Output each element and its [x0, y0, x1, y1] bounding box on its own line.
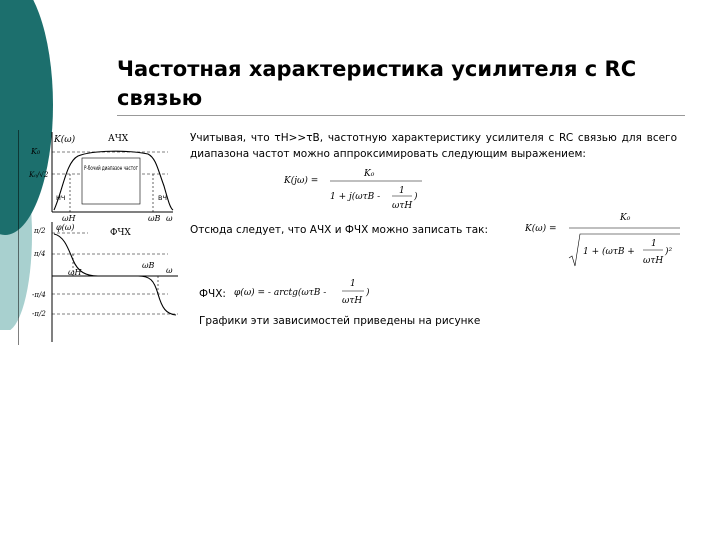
- caption-text: Графики эти зависимостей приведены на рисунке: [199, 315, 481, 327]
- pfc-mid-mark: π/4: [34, 250, 46, 258]
- pfc-x-low-mark: ωН: [68, 268, 82, 277]
- amplitude-formula: [525, 206, 685, 270]
- afc-title: АЧХ: [108, 134, 129, 144]
- transfer-denominator-pre: 1 + j(ωτВ -: [330, 192, 381, 202]
- phase-lhs: φ(ω) = - arctg(ωτВ -: [234, 288, 327, 298]
- title-divider: [117, 115, 685, 116]
- pfc-bottom-mark: -π/2: [32, 310, 46, 318]
- afc-y-label: K(ω): [54, 135, 76, 145]
- afc-middle-region-label: Р-бочий диапазон частот: [84, 164, 139, 172]
- afc-low-band-label: НЧ: [56, 194, 66, 202]
- phase-inner-num: 1: [350, 279, 356, 289]
- pfc-title: ФЧХ: [110, 228, 131, 238]
- amplitude-radicand-pre: 1 + (ωτВ +: [583, 247, 635, 257]
- transfer-lhs: K(jω) =: [284, 176, 319, 186]
- pfc-x-high-mark: ωВ: [142, 261, 155, 270]
- afc-ksqrt-label: K₀/√2: [29, 171, 49, 179]
- transfer-denominator-post: ): [414, 192, 418, 202]
- afc-high-band-label: ВЧ: [158, 194, 167, 202]
- amplitude-lhs: K(ω) =: [525, 224, 557, 234]
- slide-title: Частотная характеристика усилителя с RC связью: [117, 57, 637, 110]
- consequence-text: Отсюда следует, что АЧХ и ФЧХ можно записать так:: [190, 224, 489, 236]
- amplitude-inner-num: 1: [651, 239, 657, 249]
- pfc-x-axis-label: ω: [166, 266, 173, 275]
- phase-post: ): [366, 288, 370, 298]
- pfc-neg-mark: -π/4: [32, 291, 46, 299]
- transfer-inner-den: ωτН: [392, 201, 413, 211]
- phase-inner-den: ωτН: [342, 296, 363, 306]
- pfc-y-label: φ(ω): [56, 223, 75, 232]
- phase-formula: [232, 272, 382, 312]
- pfc-top-mark: π/2: [34, 227, 46, 235]
- amplitude-radicand-post: )²: [665, 247, 673, 257]
- amplitude-inner-den: ωτН: [643, 256, 664, 266]
- amplitude-numerator: K₀: [620, 213, 631, 223]
- phase-label: ФЧХ:: [199, 288, 226, 300]
- frequency-response-figure: [18, 130, 183, 345]
- afc-k0-label: K₀: [31, 147, 41, 156]
- afc-x-low-mark: ωН: [62, 214, 76, 223]
- transfer-inner-num: 1: [399, 186, 405, 196]
- afc-x-high-mark: ωВ: [148, 214, 161, 223]
- intro-paragraph: Учитывая, что τН>>τВ, частотную характеристику усилителя с RC связью для всего диапазона частот можно аппроксимировать следующим выражением:: [190, 132, 677, 160]
- afc-x-axis-label: ω: [166, 214, 173, 223]
- transfer-function-formula: [282, 162, 432, 218]
- transfer-numerator: K₀: [364, 169, 375, 179]
